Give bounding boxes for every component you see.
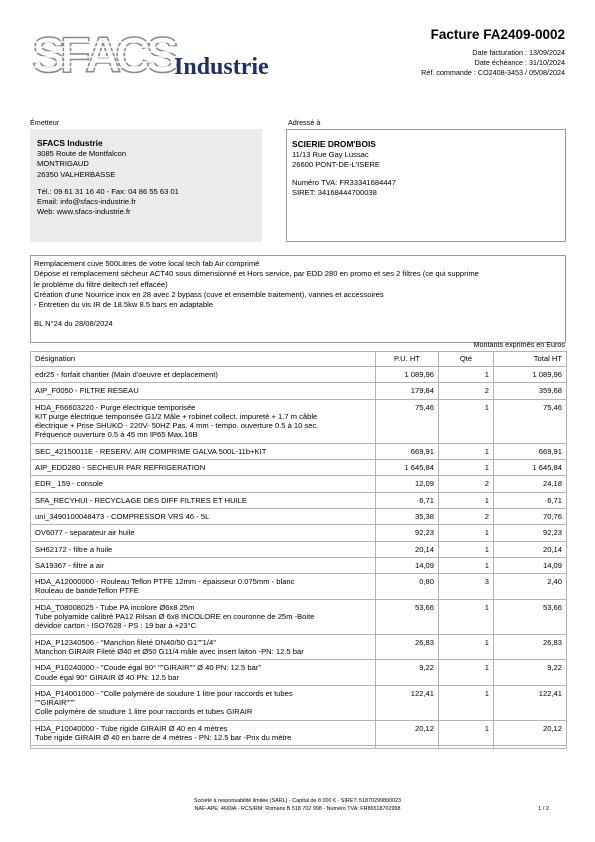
row-designation [31, 541, 376, 557]
table-row [31, 660, 567, 686]
designation-line: HDA_P14001000 - "Colle polymère de soudure 1 litre pour raccords et tubes [35, 688, 293, 698]
row-designation [31, 525, 376, 541]
row-unit-price: 53,66 [376, 599, 439, 634]
designation-line: AIP_F0050 - FILTRE RESEAU [35, 386, 139, 396]
designation-line: Coude égal 90° GIRAIR Ø 40 PN: 12.5 bar [35, 672, 180, 682]
row-unit-price: 20,14 [376, 541, 439, 557]
row-unit-price: 26,83 [376, 634, 439, 660]
designation-line: Tube polyamide calibré PA12 Rilsan Ø 6x8 INCOLORE en couronne de 25m -Boite [35, 612, 315, 622]
table-row [31, 574, 567, 600]
row-total: 24,18 [494, 476, 567, 492]
row-unit-price: 179,84 [376, 383, 439, 399]
designation-line: HDA_A12000000 - Rouleau Teflon PTFE 12mm - épaisseur 0.075mm - blanc [35, 577, 295, 587]
row-quantity: 3 [439, 574, 494, 600]
row-total: 20,12 [494, 720, 567, 746]
designation-line: SFA_RECYHUI - RECYCLAGE DES DIFF FILTRES ET HUILE [35, 495, 247, 505]
designation-line: HDA_P12340506 - "Manchon fileté DN40/50 G1""1/4" [35, 637, 216, 647]
designation-line: Manchon GIRAIR Fileté Ø40 et Ø50 G11/4 mâle avec insert laiton -PN: 12.5 bar [35, 646, 304, 656]
designation-line: SH62172 - filtre a huile [35, 544, 113, 554]
row-unit-price: 35,38 [376, 508, 439, 524]
designation-line: HDA_T08008025 - Tube PA incolore Ø6x8 25m [35, 602, 195, 612]
row-total: 92,23 [494, 525, 567, 541]
row-unit-price: 75,46 [376, 399, 439, 443]
table-row [31, 599, 567, 634]
row-quantity: 2 [439, 383, 494, 399]
row-designation [31, 660, 376, 686]
designation-line: AIP_EDD280 - SECHEUR PAR REFRIGERATION [35, 463, 206, 473]
row-unit-price: 14,09 [376, 557, 439, 573]
header-total: Total HT [494, 352, 567, 367]
row-quantity: 1 [439, 367, 494, 383]
designation-line: ""GIRAIR""" [35, 698, 75, 708]
row-designation [31, 367, 376, 383]
description-line: Remplacement cuve 500Litres de votre local tech fab Air comprimé [34, 259, 260, 268]
description-line: le problème du filtre deltech ref effacée) [34, 279, 168, 289]
row-total: 122,41 [494, 685, 567, 720]
table-row [31, 720, 567, 746]
table-row-empty [31, 746, 567, 749]
emitter-web: Web: www.sfacs-industrie.fr [37, 207, 131, 217]
svg-text:S: S [146, 28, 178, 83]
emitter-phone: Tél.: 09 61 31 16 40 - Fax: 04 86 55 63 01 [37, 186, 179, 196]
row-quantity: 1 [439, 720, 494, 746]
row-designation [31, 492, 376, 508]
row-total: 1 089,96 [494, 367, 567, 383]
table-row [31, 492, 567, 508]
table-row [31, 399, 567, 443]
designation-line: Tube rigide GIRAIR Ø 40 en barre de 4 mètres - PN: 12.5 bar -Prix du mètre [35, 733, 292, 743]
designation-line: OV6077 - separateur air huile [35, 528, 135, 538]
row-total: 75,46 [494, 399, 567, 443]
table-header-row [31, 352, 567, 367]
designation-line: HDA_F66603220 - Purge électrique temporisée [35, 402, 196, 412]
row-designation [31, 460, 376, 476]
row-quantity: 1 [439, 525, 494, 541]
table-row [31, 476, 567, 492]
row-quantity: 1 [439, 685, 494, 720]
row-total: 53,66 [494, 599, 567, 634]
row-quantity: 2 [439, 508, 494, 524]
footer-legal-line: NAF-APE: 4669A - RCS/RM: Romans B 518 702 998 - Numéro TVA: FR86518702998 [194, 806, 401, 812]
emitter-address-line: 3085 Route de Montfalcon [37, 149, 127, 158]
recipient-name: SCIERIE DROM'BOIS [292, 139, 376, 149]
designation-line: SEC_42150011E - RESERV. AIR COMPRIME GALVA 500L-11b+KIT [35, 446, 267, 456]
table-row [31, 460, 567, 476]
designation-line: HDA_P10240000 - "Coude égal 90° ""GIRAIR"" Ø 40 PN: 12.5 bar" [35, 663, 262, 673]
designation-line: Rouleau de bandeTeflon PTFE [35, 586, 139, 596]
designation-line: uni_3490100048473 - COMPRESSOR VRS 46 - 5L [35, 511, 210, 521]
row-total: 669,91 [494, 443, 567, 459]
row-designation [31, 634, 376, 660]
row-designation [31, 383, 376, 399]
description-box [30, 255, 566, 343]
due-date: Date échéance : 31/10/2024 [474, 58, 565, 67]
invoice-title: Facture FA2409-0002 [430, 27, 565, 42]
row-unit-price: 9,22 [376, 660, 439, 686]
designation-line: HDA_P10040000 - Tube rigide GIRAIR Ø 40 en 4 mètres [35, 723, 228, 733]
delivery-note: BL N°24 du 28/08/2024 [34, 319, 113, 329]
row-quantity: 1 [439, 660, 494, 686]
emitter-box [30, 129, 262, 242]
items-table [30, 351, 567, 749]
row-quantity: 2 [439, 476, 494, 492]
row-total: 9,22 [494, 660, 567, 686]
row-unit-price: 20,12 [376, 720, 439, 746]
footer-legal-line: Société à responsabilité limitée (SARL) - Capital de 8 000 € - SIRET: 51870299800023 [193, 798, 402, 804]
logo-industrie-text: Industrie [174, 54, 269, 80]
svg-text:A: A [85, 28, 120, 83]
row-total: 70,76 [494, 508, 567, 524]
row-designation [31, 557, 376, 573]
row-designation [31, 508, 376, 524]
table-row [31, 541, 567, 557]
recipient-siret: SIRET: 34168444700038 [292, 187, 377, 197]
designation-line: SA19367 - filtre a air [35, 560, 105, 570]
description-line: Création d'une Nourrice inox en 28 avec 2 bypass (cuve et ensemble traitement), vannes et accessoires [34, 289, 384, 299]
row-designation [31, 476, 376, 492]
designation-line: edr25 - forfait chantier (Main d'oeuvre et deplacement) [35, 370, 218, 379]
emitter-label: Émetteur [30, 118, 60, 127]
table-row [31, 525, 567, 541]
row-designation [31, 685, 376, 720]
row-unit-price: 12,09 [376, 476, 439, 492]
designation-line: Fréquence ouverture 0.5 à 45 mn IP65 Max.16B [35, 430, 198, 440]
row-total: 20,14 [494, 541, 567, 557]
recipient-address-line: 11/13 Rue Gay Lussac [292, 150, 369, 159]
row-quantity: 1 [439, 634, 494, 660]
recipient-label: Adressé à [288, 118, 321, 127]
row-quantity: 1 [439, 557, 494, 573]
company-logo [30, 28, 290, 84]
description-line: - Entretien du vis IR de 18.5kw 8.5 bars en adaptable [34, 300, 213, 310]
recipient-vat: Numéro TVA: FR33341684447 [292, 177, 396, 187]
table-row [31, 557, 567, 573]
invoice-date: Date facturation : 13/09/2024 [472, 48, 565, 57]
row-total: 26,83 [494, 634, 567, 660]
row-total: 2,40 [494, 574, 567, 600]
emitter-address-line: 26350 VALHERBASSE [37, 169, 116, 179]
table-row [31, 685, 567, 720]
row-unit-price: 122,41 [376, 685, 439, 720]
row-unit-price: 669,91 [376, 443, 439, 459]
row-unit-price: 1 645,84 [376, 460, 439, 476]
table-row [31, 443, 567, 459]
row-total: 14,09 [494, 557, 567, 573]
currency-note: Montants exprimés en Euros [473, 340, 565, 349]
designation-line: EDR_ 159 - console [35, 479, 103, 489]
row-total: 359,68 [494, 383, 567, 399]
svg-text:S: S [32, 28, 64, 83]
recipient-address-line: 26600 PONT-DE-L'ISERE [292, 160, 380, 170]
table-row [31, 367, 567, 383]
row-unit-price: 6,71 [376, 492, 439, 508]
header-designation: Désignation [31, 352, 376, 367]
header-quantity: Qté [439, 352, 494, 367]
row-designation [31, 399, 376, 443]
row-unit-price: 1 089,96 [376, 367, 439, 383]
designation-line: dévidoir carton - ISO7628 - PS : 19 bar à +23°C [35, 621, 197, 631]
table-row [31, 383, 567, 399]
header-unit-price: P.U. HT [376, 352, 439, 367]
row-unit-price: 92,23 [376, 525, 439, 541]
designation-line: KIT purge électrique temporisée G1/2 Mâle + robinet collect. impureté + 1.7 m câble [35, 411, 318, 421]
row-quantity: 1 [439, 460, 494, 476]
row-total: 1 645,84 [494, 460, 567, 476]
table-row [31, 508, 567, 524]
description-line: Dépose et remplacement sécheur ACT40 sous dimensionné et Hors service, par EDD 280 en promo et ses 2 filtres (ce qui supprime [34, 269, 479, 279]
page-number: 1 / 2 [538, 806, 549, 812]
table-row [31, 634, 567, 660]
row-unit-price: 0,80 [376, 574, 439, 600]
row-quantity: 1 [439, 541, 494, 557]
svg-text:C: C [115, 28, 150, 83]
order-reference: Réf. commande : CO2408-3453 / 05/08/2024 [421, 68, 565, 77]
row-designation [31, 574, 376, 600]
row-designation [31, 720, 376, 746]
emitter-email: Email: info@sfacs-industrie.fr [37, 197, 136, 207]
row-quantity: 1 [439, 492, 494, 508]
row-designation [31, 443, 376, 459]
row-quantity: 1 [439, 443, 494, 459]
row-quantity: 1 [439, 399, 494, 443]
emitter-address-line: MONTRIGAUD [37, 159, 89, 169]
row-quantity: 1 [439, 599, 494, 634]
recipient-box [286, 129, 566, 242]
emitter-name: SFACS Industrie [37, 138, 103, 148]
designation-line: Colle polymère de soudure 1 litre pour raccords et tubes GIRAIR [35, 707, 253, 717]
svg-text:F: F [60, 28, 89, 83]
row-total: 6,71 [494, 492, 567, 508]
designation-line: électrique + Prise SHUKO - 220V- 50HZ Pas. 4 mm - tempo. ouverture 0.5 à 10 sec. [35, 421, 319, 431]
logo-sfacs-text [30, 28, 180, 83]
row-designation [31, 599, 376, 634]
